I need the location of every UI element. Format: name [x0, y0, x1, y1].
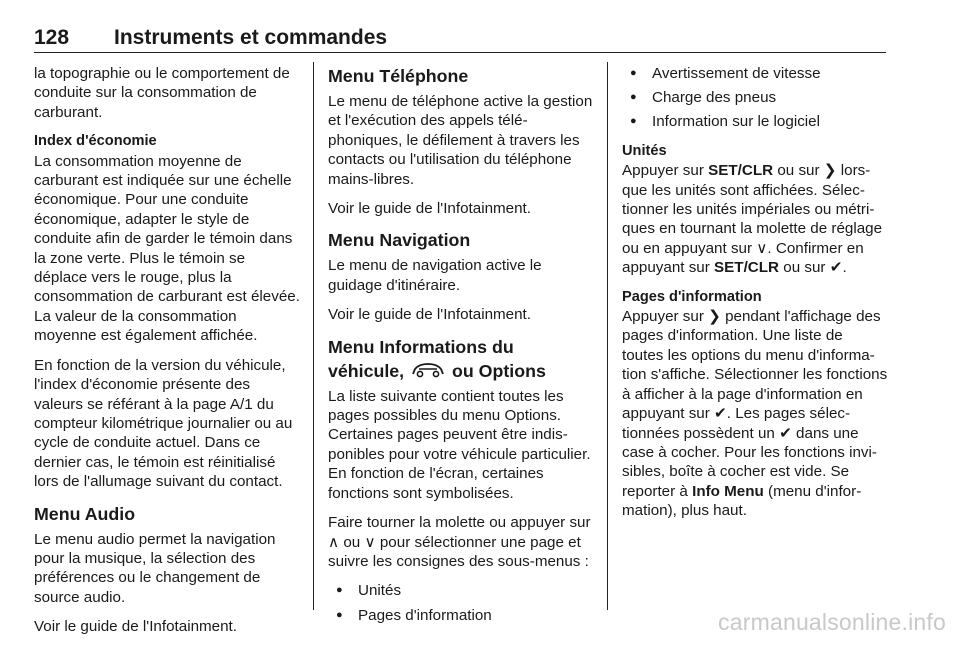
page-title: Instruments et commandes: [114, 26, 388, 49]
info-menu-reference: Info Menu: [692, 482, 764, 500]
audio-menu-heading: Menu Audio: [34, 503, 136, 524]
nav-paragraph-1: Le menu de navigation active le guidage d'itinéraire.: [328, 257, 542, 294]
header-rule: [34, 52, 886, 53]
nav-paragraph-2: Voir le guide de l'Infotainment.: [328, 306, 531, 324]
eco-paragraph-1: La consommation moyenne de carburant est indiquée sur une échelle économique. Pour une conduite économique, adapter le style de conduite afin de garder le témoin dans la zone verte. Plus le témoin se déplace vers le rouge, plus la consommation de carburant est élevée. La valeur de la consommation moyenne est également affichée.: [34, 152, 300, 345]
set-clr-label: SET/CLR: [708, 162, 774, 180]
column-2: [328, 64, 594, 635]
list-item: ● Charge des pneus: [622, 88, 888, 107]
info-pages-heading: Pages d'information: [622, 288, 762, 305]
units-heading: Unités: [622, 142, 667, 159]
audio-paragraph-2: Voir le guide de l'Infotainment.: [34, 618, 237, 636]
set-clr-label: SET/CLR: [714, 259, 780, 277]
phone-menu-heading: Menu Téléphone: [328, 66, 469, 86]
eco-index-heading: Index d'économie: [34, 133, 157, 150]
phone-paragraph-1: Le menu de téléphone active la gestion et l'exécution des appels téléphoniques, le défilement à travers les contacts ou l'utilisation du téléphone mains-libres.: [328, 93, 593, 188]
eco-paragraph-2: En fonction de la version du véhicule, l'index d'économie présente des valeurs se référant à la page A/1 du compteur kilométrique journalier ou au cycle de conduite actuel. Dans ce dernier cas, le témoin est réinitialisé lors de l'allumage suivant du contact.: [34, 356, 293, 491]
column-1: [34, 64, 300, 647]
vehicle-info-menu-heading: Menu Informations du véhicule, ou Options: [328, 336, 546, 381]
column-divider: [607, 62, 608, 610]
car-icon: [411, 362, 445, 378]
chevron-right-icon: ❯: [708, 307, 721, 326]
checkmark-icon: ✔: [829, 258, 843, 277]
list-item: ● Information sur le logiciel: [622, 112, 888, 131]
options-list-continued: [622, 64, 888, 132]
column-3: [622, 64, 888, 531]
checkmark-icon: ✔: [779, 423, 792, 442]
column-divider: [313, 62, 314, 610]
intro-paragraph: la topographie ou le comportement de conduite sur la consommation de carburant.: [34, 65, 290, 121]
chevron-down-icon: ∨: [364, 532, 376, 551]
chevron-down-icon: ∨: [756, 238, 768, 257]
page-number: 128: [34, 26, 70, 49]
audio-paragraph-1: Le menu audio permet la navigation pour la musique, la sélection des préférences ou le changement de source audio.: [34, 530, 276, 606]
chevron-up-icon: ∧: [328, 532, 340, 551]
watermark: carmanualsonline.info: [718, 609, 946, 635]
phone-paragraph-2: Voir le guide de l'Infotainment.: [328, 200, 531, 218]
chevron-right-icon: ❯: [823, 161, 837, 180]
checkmark-icon: ✔: [714, 404, 727, 423]
list-item: ● Unités: [328, 581, 594, 600]
info-paragraph-2: Faire tourner la molette ou appuyer sur ∧ ou ∨ pour sélectionner une page et suivre les consignes des sous-menus :: [328, 514, 591, 570]
navigation-menu-heading: Menu Navigation: [328, 230, 471, 251]
info-paragraph-1: La liste suivante contient toutes les pages possibles du menu Options. Certaines pages peuvent être indisponibles pour votre véhicule particulier. En fonction de l'écran, certaines fonctions sont symbolisées.: [328, 387, 591, 502]
options-list: [328, 581, 594, 625]
list-item: ● Avertissement de vitesse: [622, 64, 888, 83]
page-header: [34, 26, 886, 52]
list-item: ● Pages d'information: [328, 606, 594, 625]
info-pages-paragraph: Appuyer sur ❯ pendant l'affichage des pages d'information. Une liste de toutes les options du menu d'information s'affiche. Sélectionner les fonctions à afficher à la page d'information en appuyant sur ✔. Les pages sélectionnées possèdent un ✔ dans une case à cocher. Pour les fonctions invisibles, boîte à cocher est vide. Se reporter à Info Menu (menu d'information), plus haut.: [622, 307, 888, 520]
units-paragraph: Appuyer sur SET/CLR ou sur ❯ lorsque les unités sont affichées. Sélectionner les unités impériales ou métriques en tournant la molette de réglage ou en appuyant sur ∨. Confirmer en appuyant sur SET/CLR ou sur ✔.: [622, 161, 883, 277]
